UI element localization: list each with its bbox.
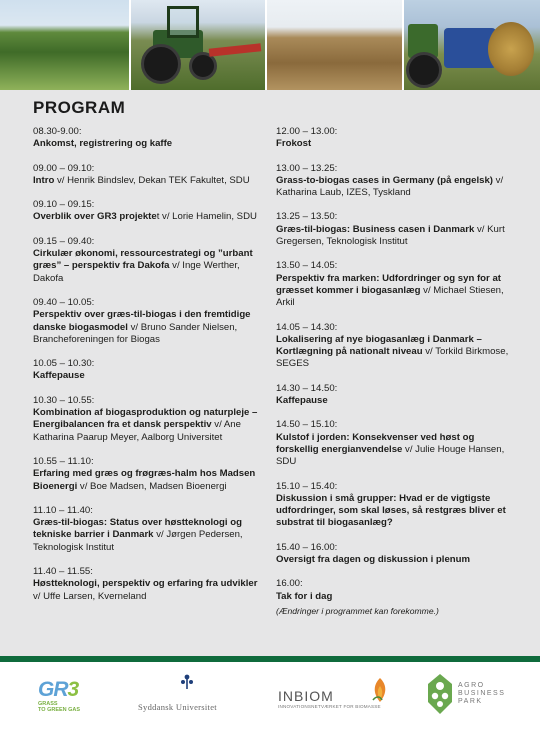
agenda-title: Ankomst, registrering og kaffe <box>33 138 173 150</box>
agenda-time: 14.30 – 14.50: <box>276 382 338 394</box>
sdu-emblem-icon <box>180 674 194 690</box>
agro-logo-text <box>458 682 505 706</box>
agenda-item <box>33 566 265 603</box>
mower-arm <box>208 43 261 56</box>
agenda-title: Erfaring med græs og frøgræs-halm hos Madsen Bioenergi <box>33 468 256 492</box>
agenda-item <box>276 322 518 371</box>
agenda-speaker: v/ Torkild Birkmose, SEGES <box>276 346 509 370</box>
agenda-speaker: v/ Kurt Gregersen, Teknologisk Institut <box>276 223 505 248</box>
agenda-time: 11.10 – 11.40: <box>33 504 93 516</box>
gr3-logo-tagline <box>38 701 80 713</box>
agenda-item <box>276 419 518 468</box>
agenda-item <box>276 260 518 309</box>
round-bale <box>488 22 534 76</box>
agenda-time: 13.00 – 13.25: <box>276 162 338 174</box>
agenda-item <box>33 395 265 444</box>
agenda-title: Lokalisering af nye biogasanlæg i Danmark – Kortlægning på nationalt niveau <box>276 333 482 358</box>
agenda-item <box>276 578 518 603</box>
agenda-title: Kombination af biogasproduktion og naturpleje – Energibalancen fra et dansk perspektiv <box>33 407 258 431</box>
header-photo-strip <box>0 0 540 90</box>
agenda-speaker: v/ Ane Katharina Paarup Meyer, Aalborg Universitet <box>33 419 241 443</box>
agenda-item <box>33 236 265 285</box>
agenda-speaker: v/ Bruno Sander Nielsen, Brancheforeningen for Biogas <box>33 321 238 345</box>
agenda-speaker: v/ Inge Werther, Dakofa <box>33 260 240 284</box>
agenda-speaker: v/ Boe Madsen, Madsen Bioenergi <box>77 480 227 492</box>
agro-logo-line3: PARK <box>458 698 483 705</box>
agenda-time: 15.10 – 15.40: <box>276 480 338 492</box>
agenda-item <box>33 456 265 493</box>
agenda-item <box>33 199 265 224</box>
inbiom-logo-text: INBIOM <box>278 688 334 704</box>
agenda-time: 10.55 – 11.10: <box>33 455 94 467</box>
agenda-time: 09.15 – 09.40: <box>33 235 95 247</box>
inbiom-flame-leaf-icon <box>370 676 390 704</box>
agenda-speaker: v/ Katharina Laub, IZES, Tyskland <box>276 174 504 199</box>
agenda-time: 14.05 – 14.30: <box>276 321 338 333</box>
gr3-logo-letters: GR <box>38 678 68 701</box>
agenda-time: 13.50 – 14.05: <box>276 260 338 272</box>
agenda-speaker: t v/ Lorie Hamelin, SDU <box>156 211 257 223</box>
agenda-title: Oversigt fra dagen og diskussion i plenum <box>276 554 471 566</box>
agenda-title: Kaffepause <box>276 395 328 407</box>
gr3-logo <box>36 662 96 729</box>
agenda-item <box>276 163 518 200</box>
page-title: PROGRAM <box>33 98 126 117</box>
agenda-title: Kulstof i jorden: Konsekvenser ved høst og forskellig energianvendelse <box>276 431 475 455</box>
gr3-logo-digit: 3 <box>67 678 79 701</box>
inbiom-logo <box>276 662 394 729</box>
sdu-logo <box>138 662 234 729</box>
agenda-time: 12.00 – 13.00: <box>276 126 338 137</box>
agenda-speaker: v/ Uffe Larsen, Kverneland <box>33 590 147 602</box>
agenda-item <box>276 126 518 151</box>
agenda-time: 14.50 – 15.10: <box>276 419 338 431</box>
agro-logo-line1: AGRO <box>458 682 485 689</box>
agenda-title: Cirkulær økonomi, ressourcestrategi og ”urbant græs” – perspektiv fra Dakofa <box>33 248 253 272</box>
agenda-time: 15.40 – 16.00: <box>276 541 338 553</box>
agenda-item <box>33 163 265 188</box>
tractor-cab <box>167 6 199 38</box>
gr3-tagline-line1: GRASS <box>38 701 58 707</box>
photo-grass-field <box>0 0 129 90</box>
agenda-time: 09.10 – 09.15: <box>33 199 95 211</box>
inbiom-logo-tagline: INNOVATIONSNETVÆRKET FOR BIOMASSE <box>278 704 381 709</box>
agenda-title: Kaffepause <box>33 370 85 382</box>
agenda-item <box>33 297 265 346</box>
agenda-time: 08.30-9.00: <box>33 126 82 137</box>
agro-logo-line2: BUSINESS <box>458 690 506 697</box>
tractor-wheel-rear <box>141 44 181 84</box>
agenda-time: 13.25 – 13.50: <box>276 211 338 223</box>
agenda-title: Græs-til-biogas: Business casen i Danmark <box>276 223 475 235</box>
agro-leaf-emblem-icon <box>426 672 454 716</box>
agenda-time: 09.40 – 10.05: <box>33 296 95 308</box>
agenda-title: Frokost <box>276 138 312 150</box>
agenda-speaker: v/ Julie Houge Hansen, SDU <box>276 443 505 468</box>
agenda-item <box>276 542 518 567</box>
agenda-item <box>33 126 265 151</box>
agenda-speaker: v/ Henrik Bindslev, Dekan TEK Fakultet, SDU <box>54 174 250 186</box>
agro-business-park-logo <box>426 662 520 729</box>
agenda-item <box>276 383 518 408</box>
agenda-time: 09.00 – 09.10: <box>33 162 95 174</box>
agenda-title: Perspektiv fra marken: Udfordringer og syn for at græsset kommer i biogasanlæg <box>276 272 501 296</box>
agenda-title: Grass-to-biogas cases in Germany (på engelsk) <box>276 174 494 186</box>
agenda-item <box>33 358 265 383</box>
program-column-right <box>276 126 518 617</box>
agenda-time: 10.30 – 10.55: <box>33 394 95 406</box>
gr3-tagline-line2: TO GREEN GAS <box>38 707 81 713</box>
agenda-title: Intro <box>33 174 55 186</box>
agenda-title: Tak for i dag <box>276 590 333 602</box>
program-change-note: (Ændringer i programmet kan forekomme.) <box>276 605 439 616</box>
program-column-left <box>33 126 265 615</box>
agenda-title: Perspektiv over græs-til-biogas i den fremtidige danske biogasmodel <box>33 309 251 333</box>
agenda-title: Diskussion i små grupper: Hvad er de vigtigste udfordringer, som skal løses, så restgræs bliver et substrat til biogasanlæg? <box>276 492 506 529</box>
agenda-item <box>276 481 518 530</box>
agenda-item <box>276 211 518 248</box>
agenda-time: 10.05 – 10.30: <box>33 358 95 370</box>
agenda-title: Græs-til-biogas: Status over høstteknologi og tekniske barrier i Danmark <box>33 517 242 541</box>
agenda-time: 11.40 – 11.55: <box>33 566 93 578</box>
agenda-title: Overblik over GR3 projekte <box>33 211 157 223</box>
sdu-logo-text: Syddansk Universitet <box>138 702 217 712</box>
agenda-item <box>33 505 265 554</box>
program-panel <box>0 90 540 656</box>
photo-tractor-mower <box>131 0 266 90</box>
gr3-logo-mark <box>38 678 78 702</box>
agenda-title: Høstteknologi, perspektiv og erfaring fra udvikler <box>33 578 258 590</box>
partner-logos <box>0 662 540 729</box>
agenda-time: 16.00: <box>276 578 303 590</box>
photo-dry-grass-field <box>267 0 402 90</box>
photo-baler <box>404 0 540 90</box>
agenda-speaker: v/ Jørgen Pedersen, Teknologisk Institut <box>33 529 243 553</box>
tractor-wheel <box>406 52 442 88</box>
agenda-speaker: v/ Michael Stiesen, Arkil <box>276 284 504 309</box>
